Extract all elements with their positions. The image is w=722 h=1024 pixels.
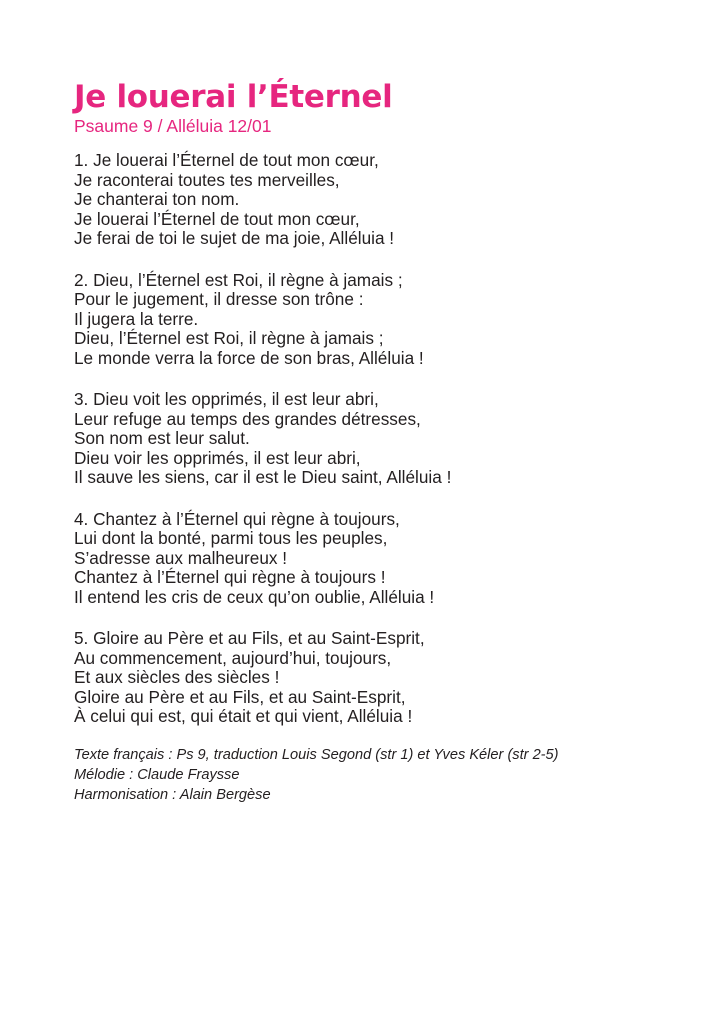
stanza-line: 1. Je louerai l’Éternel de tout mon cœur, — [74, 150, 379, 170]
stanza-line: 2. Dieu, l’Éternel est Roi, il règne à jamais ; — [74, 269, 403, 290]
stanza-line: Dieu, l’Éternel est Roi, il règne à jamais ; — [74, 328, 384, 348]
credits-block — [74, 745, 694, 805]
credit-text-source: Texte français : Ps 9, traduction Louis Segond (str 1) et Yves Kéler (str 2-5) — [74, 746, 559, 763]
stanza-line: 4. Chantez à l’Éternel qui règne à toujours, — [74, 508, 400, 529]
stanza-line: Son nom est leur salut. — [74, 428, 250, 448]
stanza-line: Lui dont la bonté, parmi tous les peuples, — [74, 528, 388, 548]
credit-melody: Mélodie : Claude Fraysse — [74, 766, 240, 783]
stanza-line: Chantez à l’Éternel qui règne à toujours ! — [74, 567, 386, 587]
stanza-2 — [74, 271, 694, 369]
stanza-4 — [74, 510, 694, 608]
hymn-subtitle: Psaume 9 / Alléluia 12/01 — [74, 116, 272, 136]
stanza-line: 3. Dieu voit les opprimés, il est leur abri, — [74, 389, 379, 409]
stanza-line: S’adresse aux malheureux ! — [74, 547, 288, 568]
stanza-line: Le monde verra la force de son bras, Alléluia ! — [74, 347, 424, 368]
stanza-1 — [74, 151, 694, 249]
stanza-line: Dieu voir les opprimés, il est leur abri, — [74, 447, 361, 468]
stanza-line: Je louerai l’Éternel de tout mon cœur, — [74, 208, 360, 229]
stanza-line: Gloire au Père et au Fils, et au Saint-Esprit, — [74, 686, 406, 707]
stanza-3 — [74, 390, 694, 488]
stanza-line: Au commencement, aujourd’hui, toujours, — [74, 647, 392, 668]
stanza-line: Et aux siècles des siècles ! — [74, 667, 280, 687]
stanza-5 — [74, 629, 694, 727]
stanza-line: Il jugera la terre. — [74, 308, 199, 329]
document-page — [74, 78, 694, 805]
stanza-line: 5. Gloire au Père et au Fils, et au Saint-Esprit, — [74, 628, 425, 648]
stanza-line: Leur refuge au temps des grandes détresses, — [74, 408, 421, 429]
stanza-line: Je raconterai toutes tes merveilles, — [74, 169, 340, 190]
stanza-line: Je ferai de toi le sujet de ma joie, Alléluia ! — [74, 228, 395, 248]
stanza-line: Il entend les cris de ceux qu’on oublie, Alléluia ! — [74, 586, 435, 607]
stanza-line: Pour le jugement, il dresse son trône : — [74, 289, 364, 309]
stanza-line: Je chanterai ton nom. — [74, 189, 240, 209]
stanza-line: Il sauve les siens, car il est le Dieu saint, Alléluia ! — [74, 467, 452, 487]
credit-harmonization: Harmonisation : Alain Bergèse — [74, 786, 271, 803]
stanza-line: À celui qui est, qui était et qui vient, Alléluia ! — [74, 706, 413, 726]
hymn-title: Je louerai l’Éternel — [74, 79, 393, 115]
